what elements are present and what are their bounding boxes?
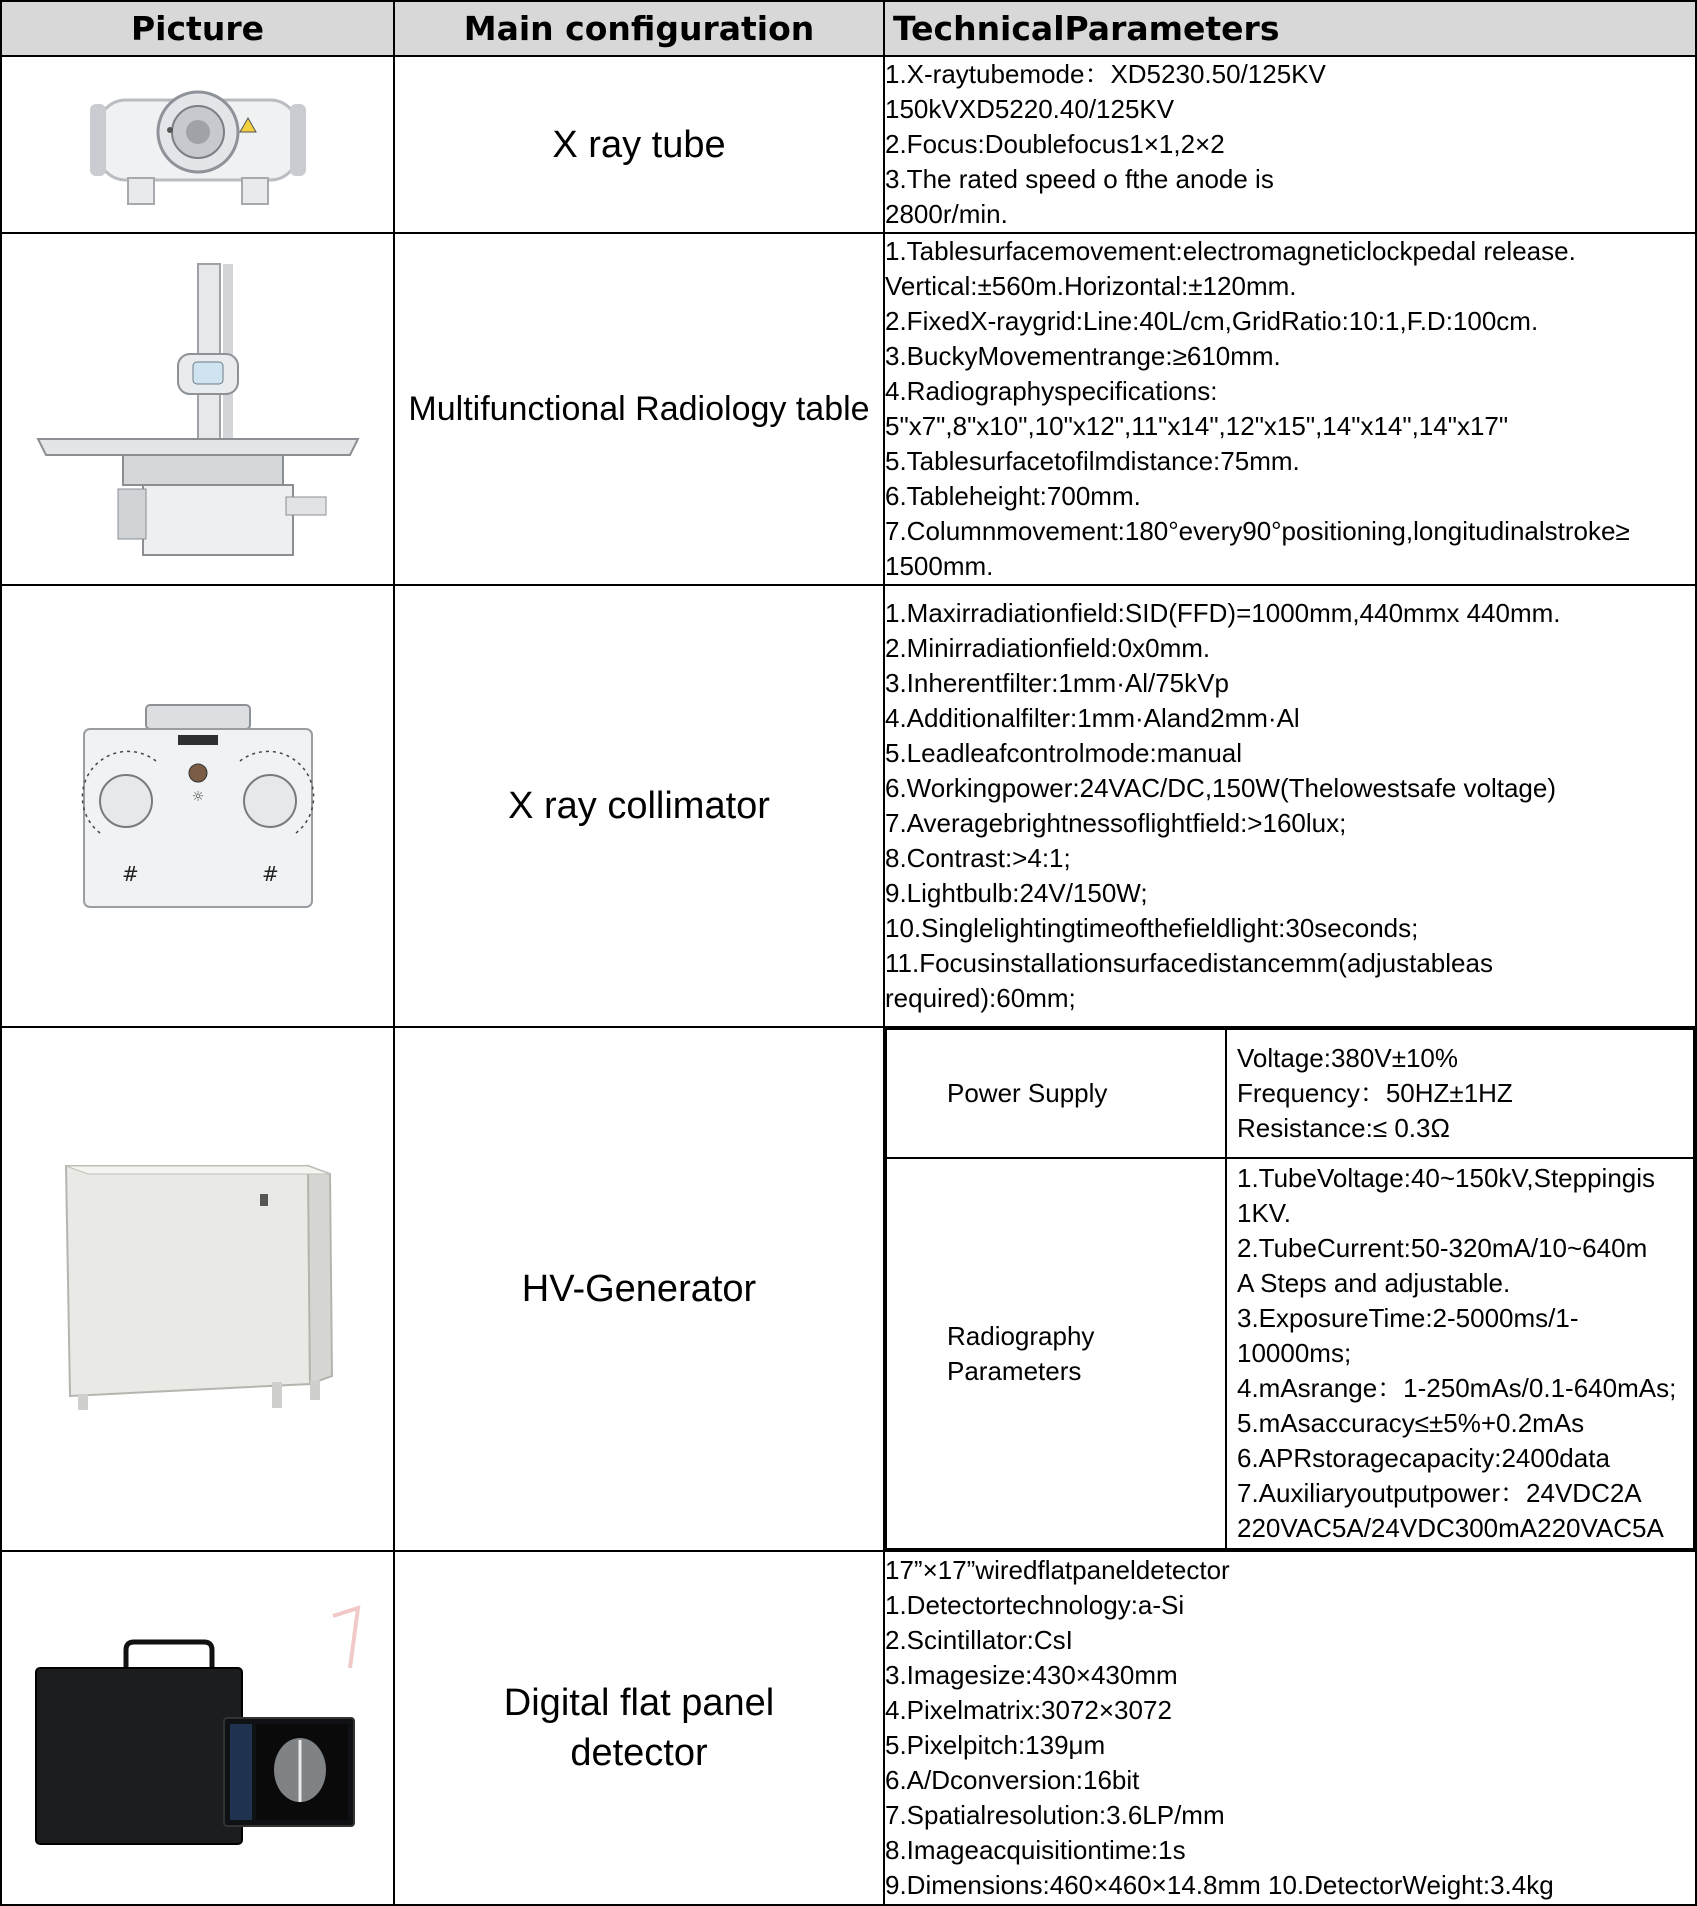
svg-text:#: # (121, 862, 139, 886)
radiology-table-picture (1, 233, 394, 585)
row-hv-generator (1, 1027, 1696, 1551)
collimator-image (78, 701, 318, 911)
row-xray-tube (1, 56, 1696, 233)
param-line: 6.Workingpower:24VAC/DC,150W(Thelowestsafe voltage) (885, 773, 1556, 803)
param-line: 7.Columnmovement:180°every90°positioning,longitudinalstroke≥ (885, 516, 1630, 546)
param-line: 1.Detectortechnology:a-Si (885, 1590, 1185, 1620)
row-collimator (1, 585, 1696, 1027)
header-technical-parameters: TechnicalParameters (884, 1, 1696, 56)
param-line: 9.Dimensions:460×460×14.8mm 10.DetectorWeight:3.4kg (885, 1870, 1554, 1900)
param-line: 3.ExposureTime:2-5000ms/1-10000ms; (1237, 1303, 1579, 1368)
param-line: 2.Focus:Doublefocus1×1,2×2 (885, 129, 1225, 159)
param-line: 6.A/Dconversion:16bit (885, 1765, 1140, 1795)
param-line: 2.Scintillator:CsI (885, 1625, 1073, 1655)
param-line: 3.Imagesize:430×430mm (885, 1660, 1178, 1690)
param-line: 2.Minirradiationfield:0x0mm. (885, 633, 1211, 663)
power-supply-row (886, 1029, 1694, 1158)
radiography-label-line2: Parameters (947, 1355, 1082, 1386)
param-line: 5.mAsaccuracy≤±5%+0.2mAs (1237, 1408, 1585, 1438)
param-line: required):60mm; (885, 983, 1076, 1013)
param-line: 3.Inherentfilter:1mm·Al/75kVp (885, 668, 1229, 698)
param-line: Vertical:±560m.Horizontal:±120mm. (885, 271, 1297, 301)
hv-generator-image (48, 1144, 348, 1434)
param-line: A Steps and adjustable. (1237, 1268, 1511, 1298)
param-line: 220VAC5A/24VDC300mA220VAC5A (1237, 1513, 1664, 1543)
param-line: 3.The rated speed o fthe anode is (885, 164, 1274, 194)
power-supply-label: Power Supply (886, 1029, 1226, 1158)
radiology-table-name: Multifunctional Radiology table (394, 233, 884, 585)
hv-generator-picture (1, 1027, 394, 1551)
flat-panel-name-line2: detector (570, 1732, 708, 1774)
param-line: 5.Leadleafcontrolmode:manual (885, 738, 1243, 768)
param-line: 9.Lightbulb:24V/150W; (885, 878, 1148, 908)
collimator-name: X ray collimator (394, 585, 884, 1027)
param-line: 6.APRstoragecapacity:2400data (1237, 1443, 1610, 1473)
hv-generator-params (884, 1027, 1696, 1551)
header-picture: Picture (1, 1, 394, 56)
param-line: Resistance:≤ 0.3Ω (1237, 1113, 1450, 1143)
param-line: 7.Averagebrightnessoflightfield:>160lux; (885, 808, 1347, 838)
param-line: 4.mAsrange：1-250mAs/0.1-640mAs; (1237, 1373, 1677, 1403)
param-line: 5"x7",8"x10",10"x12",11"x14",12"x15",14"x14",14"x17" (885, 411, 1509, 441)
radiology-table-image (28, 259, 368, 559)
xray-tube-name: X ray tube (394, 56, 884, 233)
header-main-configuration: Main configuration (394, 1, 884, 56)
row-flat-panel-detector (1, 1551, 1696, 1905)
radiography-label-line1: Radiography (947, 1320, 1095, 1351)
xray-tube-params (884, 56, 1696, 233)
hv-generator-name: HV-Generator (394, 1027, 884, 1551)
param-line: 11.Focusinstallationsurfacedistancemm(adjustableas (885, 948, 1493, 978)
param-line: 4.Pixelmatrix:3072×3072 (885, 1695, 1172, 1725)
param-line: 1.Tablesurfacemovement:electromagneticlockpedal release. (885, 236, 1576, 266)
param-line: 1.TubeVoltage:40~150kV,Steppingis (1237, 1163, 1656, 1193)
collimator-params (884, 585, 1696, 1027)
param-line: 1KV. (1237, 1198, 1291, 1228)
svg-text:#: # (261, 862, 279, 886)
param-line: 3.BuckyMovementrange:≥610mm. (885, 341, 1281, 371)
radiography-row (886, 1158, 1694, 1549)
radiology-table-params (884, 233, 1696, 585)
param-line: 17”×17”wiredflatpaneldetector (885, 1555, 1230, 1585)
param-line: 4.Radiographyspecifications: (885, 376, 1218, 406)
radiography-label (886, 1158, 1226, 1549)
param-line: 1.X-raytubemode：XD5230.50/125KV (885, 59, 1326, 89)
collimator-picture (1, 585, 394, 1027)
param-line: 7.Auxiliaryoutputpower：24VDC2A (1237, 1478, 1642, 1508)
flat-panel-params (884, 1551, 1696, 1905)
param-line: 4.Additionalfilter:1mm·Aland2mm·Al (885, 703, 1300, 733)
param-line: 1500mm. (885, 551, 994, 581)
param-line: 2800r/min. (885, 199, 1008, 229)
param-line: 2.TubeCurrent:50-320mA/10~640m (1237, 1233, 1648, 1263)
param-line: 6.Tableheight:700mm. (885, 481, 1141, 511)
flat-panel-name-line1: Digital flat panel (503, 1682, 775, 1724)
param-line: Voltage:380V±10% (1237, 1043, 1458, 1073)
param-line: 150kVXD5220.40/125KV (885, 94, 1175, 124)
svg-text:☼: ☼ (191, 789, 204, 805)
param-line: 5.Pixelpitch:139μm (885, 1730, 1106, 1760)
param-line: 2.FixedX-raygrid:Line:40L/cm,GridRatio:10:1,F.D:100cm. (885, 306, 1539, 336)
radiography-values (1226, 1158, 1694, 1549)
xray-tube-picture (1, 56, 394, 233)
hv-generator-subtable (885, 1028, 1695, 1550)
param-line: 5.Tablesurfacetofilmdistance:75mm. (885, 446, 1300, 476)
header-row (1, 1, 1696, 56)
xray-tube-image (78, 70, 318, 220)
param-line: 10.Singlelightingtimeofthefieldlight:30seconds; (885, 913, 1419, 943)
param-line: 8.Contrast:>4:1; (885, 843, 1071, 873)
power-supply-values (1226, 1029, 1694, 1158)
flat-panel-name (394, 1551, 884, 1905)
param-line: 8.Imageacquisitiontime:1s (885, 1835, 1186, 1865)
param-line: Frequency：50HZ±1HZ (1237, 1078, 1513, 1108)
flat-panel-image (28, 1598, 368, 1858)
flat-panel-picture (1, 1551, 394, 1905)
row-radiology-table (1, 233, 1696, 585)
param-line: 7.Spatialresolution:3.6LP/mm (885, 1800, 1225, 1830)
param-line: 1.Maxirradiationfield:SID(FFD)=1000mm,440mmx 440mm. (885, 598, 1561, 628)
